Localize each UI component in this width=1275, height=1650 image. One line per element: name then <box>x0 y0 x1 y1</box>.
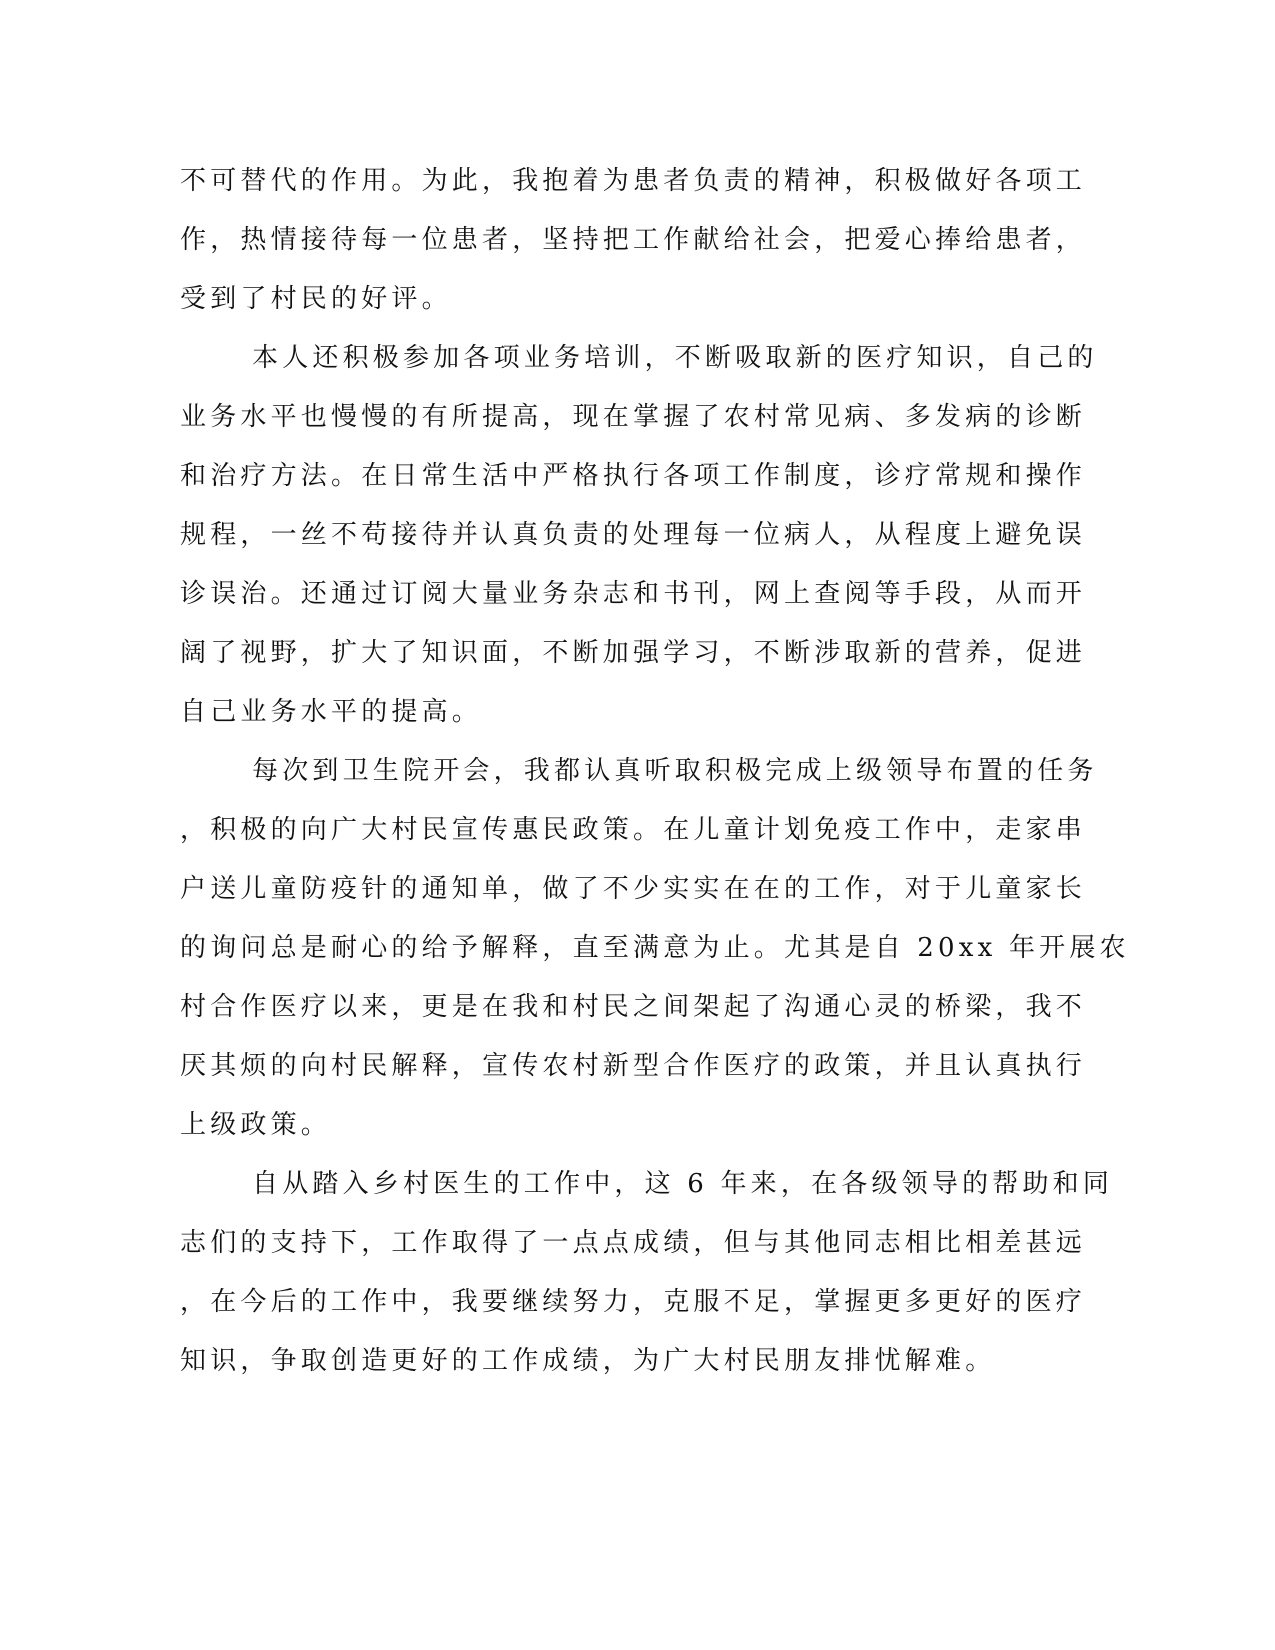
paragraph-3-line-3: 户送儿童防疫针的通知单，做了不少实实在在的工作，对于儿童家长 <box>180 874 1087 904</box>
paragraph-1-line-1: 不可替代的作用。为此，我抱着为患者负责的精神，积极做好各项工 <box>180 166 1087 196</box>
body-text <box>180 161 1130 1400</box>
paragraph-2-line-4: 规程，一丝不苟接待并认真负责的处理每一位病人，从程度上避免误 <box>180 520 1087 550</box>
paragraph-4-line-1: 自从踏入乡村医生的工作中，这 6 年来，在各级领导的帮助和同 <box>252 1169 1114 1199</box>
paragraph-2-line-1: 本人还积极参加各项业务培训，不断吸取新的医疗知识，自己的 <box>252 343 1098 373</box>
paragraph-4-line-4: 知识，争取创造更好的工作成绩，为广大村民朋友排忧解难。 <box>180 1346 996 1376</box>
paragraph-3-line-1: 每次到卫生院开会，我都认真听取积极完成上级领导布置的任务 <box>252 756 1098 786</box>
paragraph-1-line-3: 受到了村民的好评。 <box>180 284 452 314</box>
paragraph-3-line-2: ，积极的向广大村民宣传惠民政策。在儿童计划免疫工作中，走家串 <box>180 815 1087 845</box>
paragraph-3-line-5: 村合作医疗以来，更是在我和村民之间架起了沟通心灵的桥梁，我不 <box>180 992 1087 1022</box>
paragraph-4-line-3: ，在今后的工作中，我要继续努力，克服不足，掌握更多更好的医疗 <box>180 1287 1087 1317</box>
paragraph-4-line-2: 志们的支持下，工作取得了一点点成绩，但与其他同志相比相差甚远 <box>180 1228 1087 1258</box>
paragraph-2-line-2: 业务水平也慢慢的有所提高，现在掌握了农村常见病、多发病的诊断 <box>180 402 1087 432</box>
paragraph-2-line-7: 自己业务水平的提高。 <box>180 697 483 727</box>
paragraph-2-line-3: 和治疗方法。在日常生活中严格执行各项工作制度，诊疗常规和操作 <box>180 461 1087 491</box>
paragraph-3-line-4: 的询问总是耐心的给予解释，直至满意为止。尤其是自 20xx 年开展农 <box>180 933 1130 963</box>
paragraph-1-line-2: 作，热情接待每一位患者，坚持把工作献给社会，把爱心捧给患者， <box>180 225 1087 255</box>
paragraph-3-line-6: 厌其烦的向村民解释，宣传农村新型合作医疗的政策，并且认真执行 <box>180 1051 1087 1081</box>
paragraph-3-line-7: 上级政策。 <box>180 1110 332 1140</box>
paragraph-2-line-5: 诊误治。还通过订阅大量业务杂志和书刊，网上查阅等手段，从而开 <box>180 579 1087 609</box>
paragraph-2-line-6: 阔了视野，扩大了知识面，不断加强学习，不断涉取新的营养，促进 <box>180 638 1087 668</box>
